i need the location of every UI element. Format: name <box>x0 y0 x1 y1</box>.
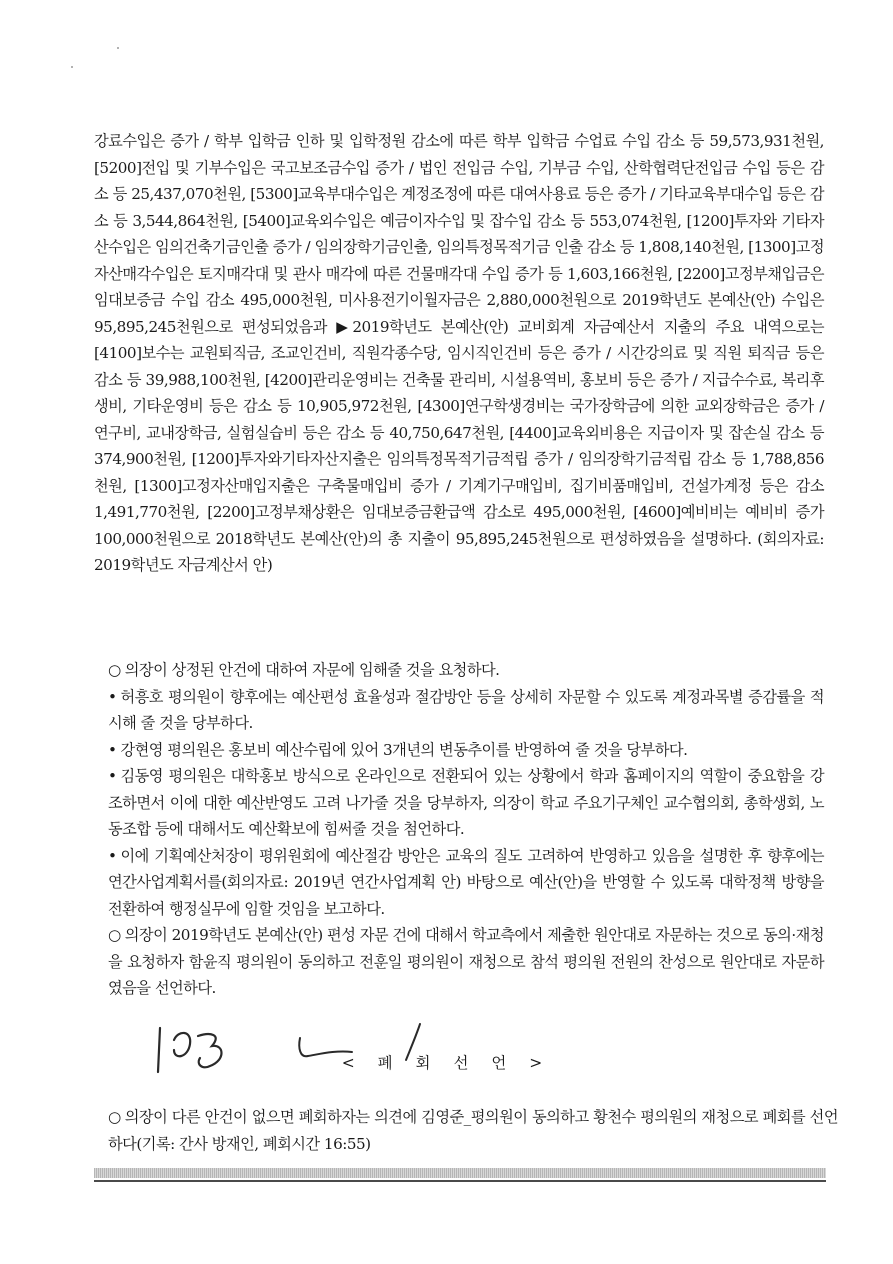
item-text: 이에 기획예산처장이 평위원회에 예산절감 방안은 교육의 질도 고려하여 반영하고 있음을 설명한 후 향후에는 연간사업계획서를(회의자료: 2019년 연간사업계획 안) 바탕으로 예산(안)을 반영할 수 있도록 대학정책 방향을 전환하여 행정실무에 임할 것임을 보고하다. <box>108 846 824 918</box>
item-text: 의장이 2019학년도 본예산(안) 편성 자문 건에 대해서 학교측에서 제출한 원안대로 자문하는 것으로 동의·재청을 요청하자 함윤직 평의원이 동의하고 전훈일 평의원이 재청으로 참석 평의원 전원의 찬성으로 원안대로 자문하였음을 선언하다. <box>108 926 824 997</box>
closing-text: 의장이 다른 안건이 없으면 폐회하자는 의견에 김영준_평의원이 동의하고 황천수 평의원의 재청으로 폐회를 선언하다(기록: 간사 방재인, 폐회시간 16:55) <box>108 1108 838 1153</box>
closing-declaration-title: < 폐 회 선 언 > <box>341 1054 552 1072</box>
bullet-mark: • <box>108 687 117 706</box>
discussion-items <box>94 657 824 1002</box>
discussion-item <box>94 763 824 843</box>
item-text: 의장이 상정된 안건에 대하여 자문에 임해줄 것을 요청하다. <box>124 661 500 679</box>
bullet-mark: • <box>108 767 117 785</box>
discussion-item <box>94 922 824 1002</box>
circle-mark: ○ <box>108 661 121 679</box>
discussion-item <box>94 684 824 737</box>
discussion-item <box>94 737 824 764</box>
scan-speck <box>117 47 119 49</box>
handwritten-signature <box>140 1010 470 1085</box>
budget-summary-paragraph: 강료수입은 증가 / 학부 입학금 인하 및 입학정원 감소에 따른 학부 입학금 수업료 수입 감소 등 59,573,931천원, [5200]전입 및 기부수입은 국고보조금수입 증가 / 법인 전입금 수입, 기부금 수입, 산학협력단전입금 수입 등은 감소 등 25,437,070천원, [5300]교육부대수입은 계정조정에 따른 대여사용료 등은 증가 / 기타교육부대수입 등은 감소 등 3,544,864천원, [5400]교육외수입은 예금이자수입 및 잡수입 감소 등 553,074천원, [1200]투자와 기타자산수입은 임의건축기금인출 증가 / 임의장학기금인출, 임의특정목적기금 인출 감소 등 1,808,140천원, [1300]고정자산매각수입은 토지매각대 및 관사 매각에 따른 건물매각대 수입 증가 등 1,603,166천원, [2200]고정부채입금은 임대보증금 수입 감소 495,000천원, 미사용전기이월자금은 2,880,000천원으로 2019학년도 본예산(안) 수입은 95,895,245천원으로 편성되었음과 ▶2019학년도 본예산(안) 교비회계 자금예산서 지출의 주요 내역으로는 [4100]보수는 교원퇴직금, 조교인건비, 직원각종수당, 임시직인건비 등은 증가 / 시간강의료 및 직원 퇴직금 등은 감소 등 39,988,100천원, [4200]관리운영비는 건축물 관리비, 시설용역비, 홍보비 등은 증가 / 지급수수료, 복리후생비, 기타운영비 등은 감소 등 10,905,972천원, [4300]연구학생경비는 국가장학금에 의한 교외장학금은 증가 / 연구비, 교내장학금, 실험실습비 등은 감소 등 40,750,647천원, [4400]교육외비용은 지급이자 및 잡손실 감소 등 374,900천원, [1200]투자와기타자산지출은 임의특정목적기금적립 증가 / 임의장학기금적립 감소 등 1,788,856천원, [1300]고정자산매입지출은 구축물매입비 증가 / 기계기구매입비, 집기비품매입비, 건설가계정 등은 감소 1,491,770천원, [2200]고정부채상환은 임대보증금환급액 감소로 495,000천원, [4600]예비비는 예비비 증가 100,000천원으로 2018학년도 본예산(안)의 총 지출이 95,895,245천원으로 편성하였음을 설명하다. (회의자료: 2019학년도 자금계산서 안) <box>94 132 824 574</box>
bullet-mark: • <box>108 740 117 759</box>
closing-paragraph <box>94 1104 838 1158</box>
item-text: 김동영 평의원은 대학홍보 방식으로 온라인으로 전환되어 있는 상황에서 학과 홈페이지의 역할이 중요함을 강조하면서 이에 대한 예산반영도 고려 나가줄 것을 당부하자, 의장이 학교 주요기구체인 교수협의회, 총학생회, 노동조합 등에 대해서도 예산확보에 힘써줄 것을 첨언하다. <box>108 767 824 838</box>
item-text: 강현영 평의원은 홍보비 예산수립에 있어 3개년의 변동추이를 반영하여 줄 것을 당부하다. <box>120 740 688 759</box>
circle-mark: ○ <box>108 926 121 944</box>
discussion-item <box>94 843 824 923</box>
footer-divider <box>94 1180 826 1182</box>
circle-mark: ○ <box>108 1108 121 1126</box>
scan-speck <box>71 66 73 68</box>
bullet-mark: • <box>108 846 117 865</box>
item-text: 허흥호 평의원이 향후에는 예산편성 효율성과 절감방안 등을 상세히 자문할 수 있도록 계정과목별 증감률을 적시해 줄 것을 당부하다. <box>108 687 824 732</box>
discussion-item <box>94 657 824 684</box>
footer-band <box>94 1168 826 1178</box>
